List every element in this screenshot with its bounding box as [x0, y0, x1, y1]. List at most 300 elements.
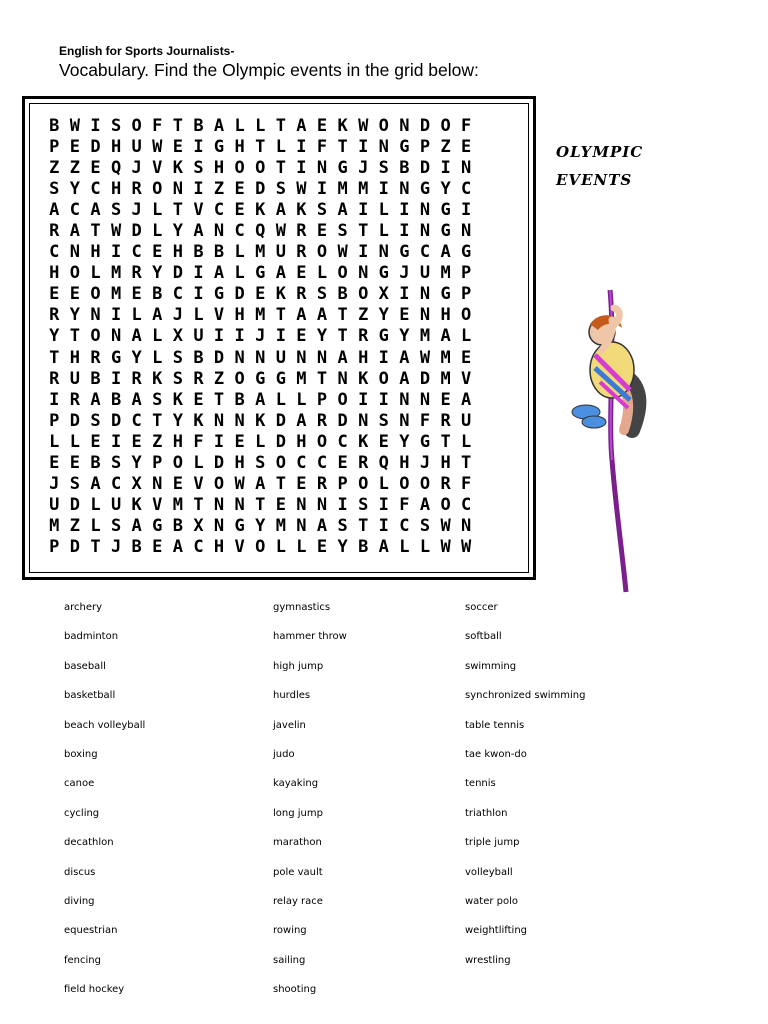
grid-letter: B — [49, 115, 60, 136]
grid-letter: M — [296, 368, 307, 389]
grid-letter: O — [172, 453, 183, 474]
word-list-item: tennis — [465, 778, 496, 790]
grid-letter: T — [49, 347, 60, 368]
grid-letter: I — [358, 199, 369, 220]
grid-letter: E — [193, 389, 204, 410]
grid-row — [44, 368, 476, 389]
grid-letter: S — [152, 389, 163, 410]
grid-letter: N — [378, 136, 389, 157]
word-list-item: javelin — [273, 719, 306, 731]
grid-letter: I — [378, 347, 389, 368]
grid-letter: S — [193, 157, 204, 178]
grid-letter: D — [213, 453, 225, 474]
grid-letter: K — [255, 199, 266, 220]
grid-letter: C — [172, 284, 183, 305]
grid-letter: Z — [213, 368, 225, 389]
grid-letter: O — [461, 305, 472, 326]
grid-letter: E — [152, 537, 163, 558]
grid-letter: W — [358, 115, 369, 136]
grid-letter: B — [358, 537, 369, 558]
grid-letter: H — [440, 453, 451, 474]
grid-letter: D — [131, 221, 142, 242]
grid-row — [44, 410, 476, 431]
grid-letter: K — [358, 431, 369, 452]
grid-letter: L — [152, 326, 163, 347]
grid-letter: L — [378, 474, 389, 495]
grid-letter: O — [90, 284, 101, 305]
grid-letter: L — [255, 115, 266, 136]
grid-letter: E — [90, 157, 101, 178]
grid-letter: G — [399, 242, 410, 263]
grid-letter: K — [152, 368, 163, 389]
grid-letter: O — [378, 115, 389, 136]
grid-letter: H — [110, 136, 122, 157]
grid-letter: O — [419, 474, 431, 495]
grid-letter: O — [234, 368, 245, 389]
grid-letter: U — [110, 495, 122, 516]
word-list-item: weightlifting — [465, 925, 528, 937]
grid-letter: D — [337, 410, 348, 431]
grid-letter: H — [234, 453, 245, 474]
grid-letter: O — [255, 537, 266, 558]
grid-letter: A — [90, 389, 101, 410]
grid-letter: Q — [378, 453, 389, 474]
grid-letter: B — [193, 115, 204, 136]
grid-letter: D — [255, 178, 266, 199]
grid-letter: N — [419, 221, 431, 242]
grid-letter: N — [296, 495, 307, 516]
grid-letter: N — [316, 495, 328, 516]
grid-letter: C — [193, 537, 204, 558]
grid-letter: N — [461, 157, 472, 178]
side-title-line2: EVENTS — [556, 171, 633, 189]
grid-letter: X — [131, 474, 142, 495]
grid-letter: T — [255, 136, 266, 157]
grid-letter: V — [152, 157, 163, 178]
grid-letter: O — [440, 115, 451, 136]
grid-letter: A — [419, 495, 431, 516]
grid-letter: K — [255, 410, 266, 431]
grid-letter: W — [69, 115, 81, 136]
grid-letter: G — [419, 178, 431, 199]
grid-letter: O — [337, 389, 348, 410]
grid-letter: E — [337, 453, 348, 474]
grid-letter: R — [49, 305, 60, 326]
grid-letter: N — [152, 474, 163, 495]
grid-letter: C — [419, 242, 431, 263]
grid-letter: N — [419, 305, 431, 326]
grid-letter: L — [419, 537, 431, 558]
word-list-item: baseball — [64, 660, 106, 672]
grid-letter: S — [49, 178, 60, 199]
grid-letter: R — [49, 368, 60, 389]
grid-letter: B — [152, 284, 163, 305]
grid-letter: I — [49, 389, 60, 410]
grid-letter: H — [49, 263, 60, 284]
grid-letter: C — [110, 474, 122, 495]
grid-letter: T — [90, 221, 101, 242]
grid-letter: E — [316, 537, 328, 558]
grid-letter: E — [172, 474, 183, 495]
grid-letter: C — [131, 410, 142, 431]
grid-letter: L — [399, 537, 410, 558]
grid-letter: J — [399, 263, 410, 284]
grid-letter: K — [131, 495, 142, 516]
grid-letter: R — [296, 242, 307, 263]
grid-letter: L — [378, 221, 389, 242]
grid-letter: Y — [316, 326, 328, 347]
grid-letter: A — [296, 410, 307, 431]
grid-letter: F — [399, 495, 410, 516]
grid-letter: H — [172, 242, 183, 263]
grid-letter: C — [296, 453, 307, 474]
grid-letter: P — [49, 410, 60, 431]
grid-letter: E — [131, 284, 142, 305]
grid-letter: S — [337, 221, 348, 242]
word-list-item: basketball — [64, 690, 116, 702]
grid-letter: L — [234, 115, 245, 136]
grid-letter: N — [296, 516, 307, 537]
grid-letter: E — [131, 431, 142, 452]
grid-letter: D — [419, 368, 431, 389]
grid-letter: S — [69, 474, 81, 495]
grid-letter: L — [275, 136, 286, 157]
grid-letter: J — [131, 199, 142, 220]
grid-letter: T — [193, 495, 204, 516]
grid-letter: O — [440, 495, 451, 516]
grid-letter: M — [49, 516, 60, 537]
grid-letter: K — [193, 410, 204, 431]
grid-letter: R — [131, 368, 142, 389]
grid-letter: R — [296, 284, 307, 305]
grid-letter: R — [358, 453, 369, 474]
grid-letter: G — [213, 284, 225, 305]
word-search-grid — [22, 96, 536, 580]
grid-letter: M — [275, 516, 286, 537]
grid-letter: N — [378, 242, 389, 263]
grid-letter: T — [440, 431, 451, 452]
grid-row — [44, 516, 476, 537]
grid-letter: R — [131, 263, 142, 284]
grid-letter: P — [337, 474, 348, 495]
grid-letter: N — [337, 368, 348, 389]
grid-letter: S — [337, 516, 348, 537]
grid-letter: L — [296, 389, 307, 410]
grid-letter: L — [461, 326, 472, 347]
grid-letter: G — [110, 347, 122, 368]
grid-letter: P — [316, 389, 328, 410]
grid-letter: S — [172, 368, 183, 389]
word-list-item: water polo — [465, 895, 519, 907]
grid-letter: O — [378, 368, 389, 389]
grid-letter: L — [90, 495, 101, 516]
grid-letter: N — [461, 516, 472, 537]
grid-letter: F — [152, 115, 163, 136]
grid-letter: U — [461, 410, 472, 431]
grid-letter: O — [358, 284, 369, 305]
grid-letter: U — [193, 326, 204, 347]
grid-letter: G — [440, 199, 451, 220]
grid-letter: D — [90, 136, 101, 157]
grid-letter: E — [296, 263, 307, 284]
word-list-item: table tennis — [465, 719, 525, 731]
grid-letter: A — [378, 537, 389, 558]
grid-letter: D — [419, 157, 431, 178]
grid-letter: Q — [255, 221, 266, 242]
grid-letter: I — [461, 199, 472, 220]
grid-letter: G — [255, 368, 266, 389]
grid-letter: Y — [337, 537, 348, 558]
grid-letter: B — [110, 389, 122, 410]
grid-letter: R — [440, 410, 451, 431]
word-list-column-1 — [64, 602, 145, 1013]
grid-letter: P — [49, 136, 60, 157]
grid-letter: O — [234, 157, 245, 178]
grid-letter: Y — [152, 263, 163, 284]
grid-letter: C — [90, 178, 101, 199]
grid-letter: A — [152, 305, 163, 326]
grid-letter: B — [193, 242, 204, 263]
word-list-item: triple jump — [465, 837, 520, 849]
grid-letter: I — [378, 516, 389, 537]
grid-letter: Y — [172, 221, 183, 242]
grid-letter: F — [193, 431, 204, 452]
grid-letter: H — [110, 178, 122, 199]
grid-row — [44, 178, 476, 199]
grid-letter: V — [193, 474, 204, 495]
grid-letter: T — [358, 221, 369, 242]
grid-letter: G — [440, 221, 451, 242]
grid-letter: I — [296, 157, 307, 178]
grid-letter: Z — [440, 136, 451, 157]
grid-letter: T — [337, 136, 348, 157]
grid-letter: T — [358, 516, 369, 537]
grid-letter: N — [399, 115, 410, 136]
grid-letter: E — [399, 305, 410, 326]
grid-letter: I — [193, 263, 204, 284]
grid-letter: D — [275, 410, 286, 431]
word-list-item: wrestling — [465, 954, 511, 966]
grid-letter: Z — [152, 431, 163, 452]
grid-row — [44, 284, 476, 305]
word-list-item: softball — [465, 631, 502, 643]
grid-letter: W — [296, 178, 307, 199]
grid-letter: C — [213, 199, 225, 220]
word-list-item: diving — [64, 895, 95, 907]
grid-letter: V — [213, 305, 225, 326]
grid-letter: J — [131, 157, 142, 178]
word-list-item: volleyball — [465, 866, 513, 878]
grid-letter: P — [152, 453, 163, 474]
grid-letter: R — [69, 389, 81, 410]
grid-letter: L — [193, 305, 204, 326]
grid-letter: Y — [399, 431, 410, 452]
grid-letter: T — [275, 474, 286, 495]
grid-letter: L — [378, 199, 389, 220]
grid-letter: T — [275, 305, 286, 326]
grid-letter: B — [337, 284, 348, 305]
grid-letter: C — [234, 221, 245, 242]
grid-letter: O — [316, 431, 328, 452]
grid-letter: S — [275, 178, 286, 199]
grid-letter: K — [358, 368, 369, 389]
grid-letter: G — [337, 157, 348, 178]
grid-letter: M — [110, 284, 122, 305]
grid-letter: R — [131, 178, 142, 199]
grid-letter: C — [316, 453, 328, 474]
grid-row — [44, 220, 476, 241]
grid-letter: N — [399, 410, 410, 431]
grid-letter: S — [419, 516, 431, 537]
grid-letter: E — [69, 453, 81, 474]
grid-letter: I — [90, 115, 101, 136]
grid-letter: A — [399, 368, 410, 389]
grid-letter: X — [378, 284, 389, 305]
grid-letter: C — [461, 178, 472, 199]
grid-letter: I — [193, 178, 204, 199]
grid-letter: D — [419, 115, 431, 136]
grid-letter: M — [255, 305, 266, 326]
grid-letter: M — [255, 242, 266, 263]
grid-letter: A — [316, 516, 328, 537]
word-list-item: triathlon — [465, 807, 508, 819]
grid-letter: U — [131, 136, 142, 157]
grid-row — [44, 347, 476, 368]
grid-row — [44, 474, 476, 495]
grid-letter: I — [358, 242, 369, 263]
grid-letter: Z — [213, 178, 225, 199]
word-list-item: badminton — [64, 631, 119, 643]
grid-letter: H — [90, 242, 101, 263]
grid-letter: A — [296, 305, 307, 326]
grid-letter: I — [358, 389, 369, 410]
word-list-item: synchronized swimming — [465, 690, 586, 702]
grid-letter: E — [296, 474, 307, 495]
grid-letter: N — [213, 495, 225, 516]
word-list-item: soccer — [465, 602, 498, 613]
word-list-item: shooting — [273, 984, 317, 996]
grid-letter: Y — [131, 347, 142, 368]
grid-letter: U — [69, 368, 81, 389]
grid-letter: A — [213, 263, 225, 284]
grid-letter: T — [275, 115, 286, 136]
grid-letter: E — [234, 431, 245, 452]
grid-letter: J — [419, 453, 431, 474]
grid-letter: N — [69, 242, 81, 263]
word-list-item: high jump — [273, 660, 324, 672]
grid-letter: U — [419, 263, 431, 284]
grid-letter: B — [131, 537, 142, 558]
word-list-item: fencing — [64, 954, 101, 966]
grid-letter: C — [337, 431, 348, 452]
grid-letter: L — [90, 516, 101, 537]
grid-letter: L — [234, 242, 245, 263]
grid-letter: M — [110, 263, 122, 284]
grid-letter: P — [49, 537, 60, 558]
grid-letter: W — [461, 537, 472, 558]
grid-letter: T — [337, 326, 348, 347]
grid-letter: O — [275, 453, 286, 474]
grid-letter: K — [275, 284, 286, 305]
word-list-item: canoe — [64, 778, 95, 790]
grid-letter: I — [193, 136, 204, 157]
grid-letter: L — [275, 389, 286, 410]
grid-letter: G — [378, 263, 389, 284]
grid-letter: S — [378, 157, 389, 178]
grid-letter: R — [316, 474, 328, 495]
grid-letter: E — [378, 431, 389, 452]
grid-letter: F — [461, 474, 472, 495]
grid-letter: A — [255, 474, 266, 495]
grid-letter: T — [172, 199, 183, 220]
grid-letter: G — [255, 263, 266, 284]
grid-letter: C — [49, 242, 60, 263]
grid-letter: J — [358, 157, 369, 178]
grid-letter: I — [399, 199, 410, 220]
grid-letter: T — [172, 115, 183, 136]
grid-letter: A — [337, 347, 348, 368]
grid-letter: H — [440, 305, 451, 326]
grid-letter: G — [378, 326, 389, 347]
grid-letter: S — [110, 199, 122, 220]
word-list-item: archery — [64, 602, 103, 613]
grid-letter: W — [275, 221, 286, 242]
grid-letter: K — [296, 199, 307, 220]
grid-row — [44, 263, 476, 284]
grid-row — [44, 242, 476, 263]
grid-letter: Y — [172, 410, 183, 431]
grid-letter: R — [440, 474, 451, 495]
grid-letter: E — [49, 284, 60, 305]
grid-letter: W — [110, 221, 122, 242]
grid-letter: Y — [440, 178, 451, 199]
word-list-column-2 — [273, 602, 347, 1013]
grid-letter: L — [152, 199, 163, 220]
grid-letter: T — [152, 410, 163, 431]
grid-letter: V — [461, 368, 472, 389]
grid-letter: O — [152, 178, 163, 199]
grid-letter: T — [337, 305, 348, 326]
grid-letter: I — [110, 431, 122, 452]
grid-letter: A — [172, 537, 183, 558]
grid-letter: I — [358, 136, 369, 157]
grid-letter: I — [378, 495, 389, 516]
grid-letter: F — [461, 115, 472, 136]
grid-letter: N — [419, 199, 431, 220]
instruction-heading: Vocabulary. Find the Olympic events in the grid below: — [59, 60, 479, 80]
grid-letter: E — [440, 389, 451, 410]
word-list-item: tae kwon-do — [465, 748, 527, 760]
grid-letter: X — [193, 516, 204, 537]
grid-letter: A — [275, 199, 286, 220]
grid-letter: N — [419, 284, 431, 305]
grid-letter: N — [213, 410, 225, 431]
grid-letter: E — [316, 221, 328, 242]
grid-letter: D — [69, 410, 81, 431]
grid-letter: R — [316, 410, 328, 431]
grid-letter: H — [213, 157, 225, 178]
grid-letter: N — [316, 347, 328, 368]
grid-letter: A — [440, 242, 451, 263]
pole-vaulter-illustration — [540, 280, 660, 600]
grid-letter: A — [461, 389, 472, 410]
grid-letter: N — [234, 495, 245, 516]
grid-letter: D — [110, 410, 122, 431]
grid-letter: S — [110, 453, 122, 474]
grid-letter: O — [131, 115, 142, 136]
grid-letter: N — [172, 178, 183, 199]
grid-letter: F — [419, 410, 431, 431]
